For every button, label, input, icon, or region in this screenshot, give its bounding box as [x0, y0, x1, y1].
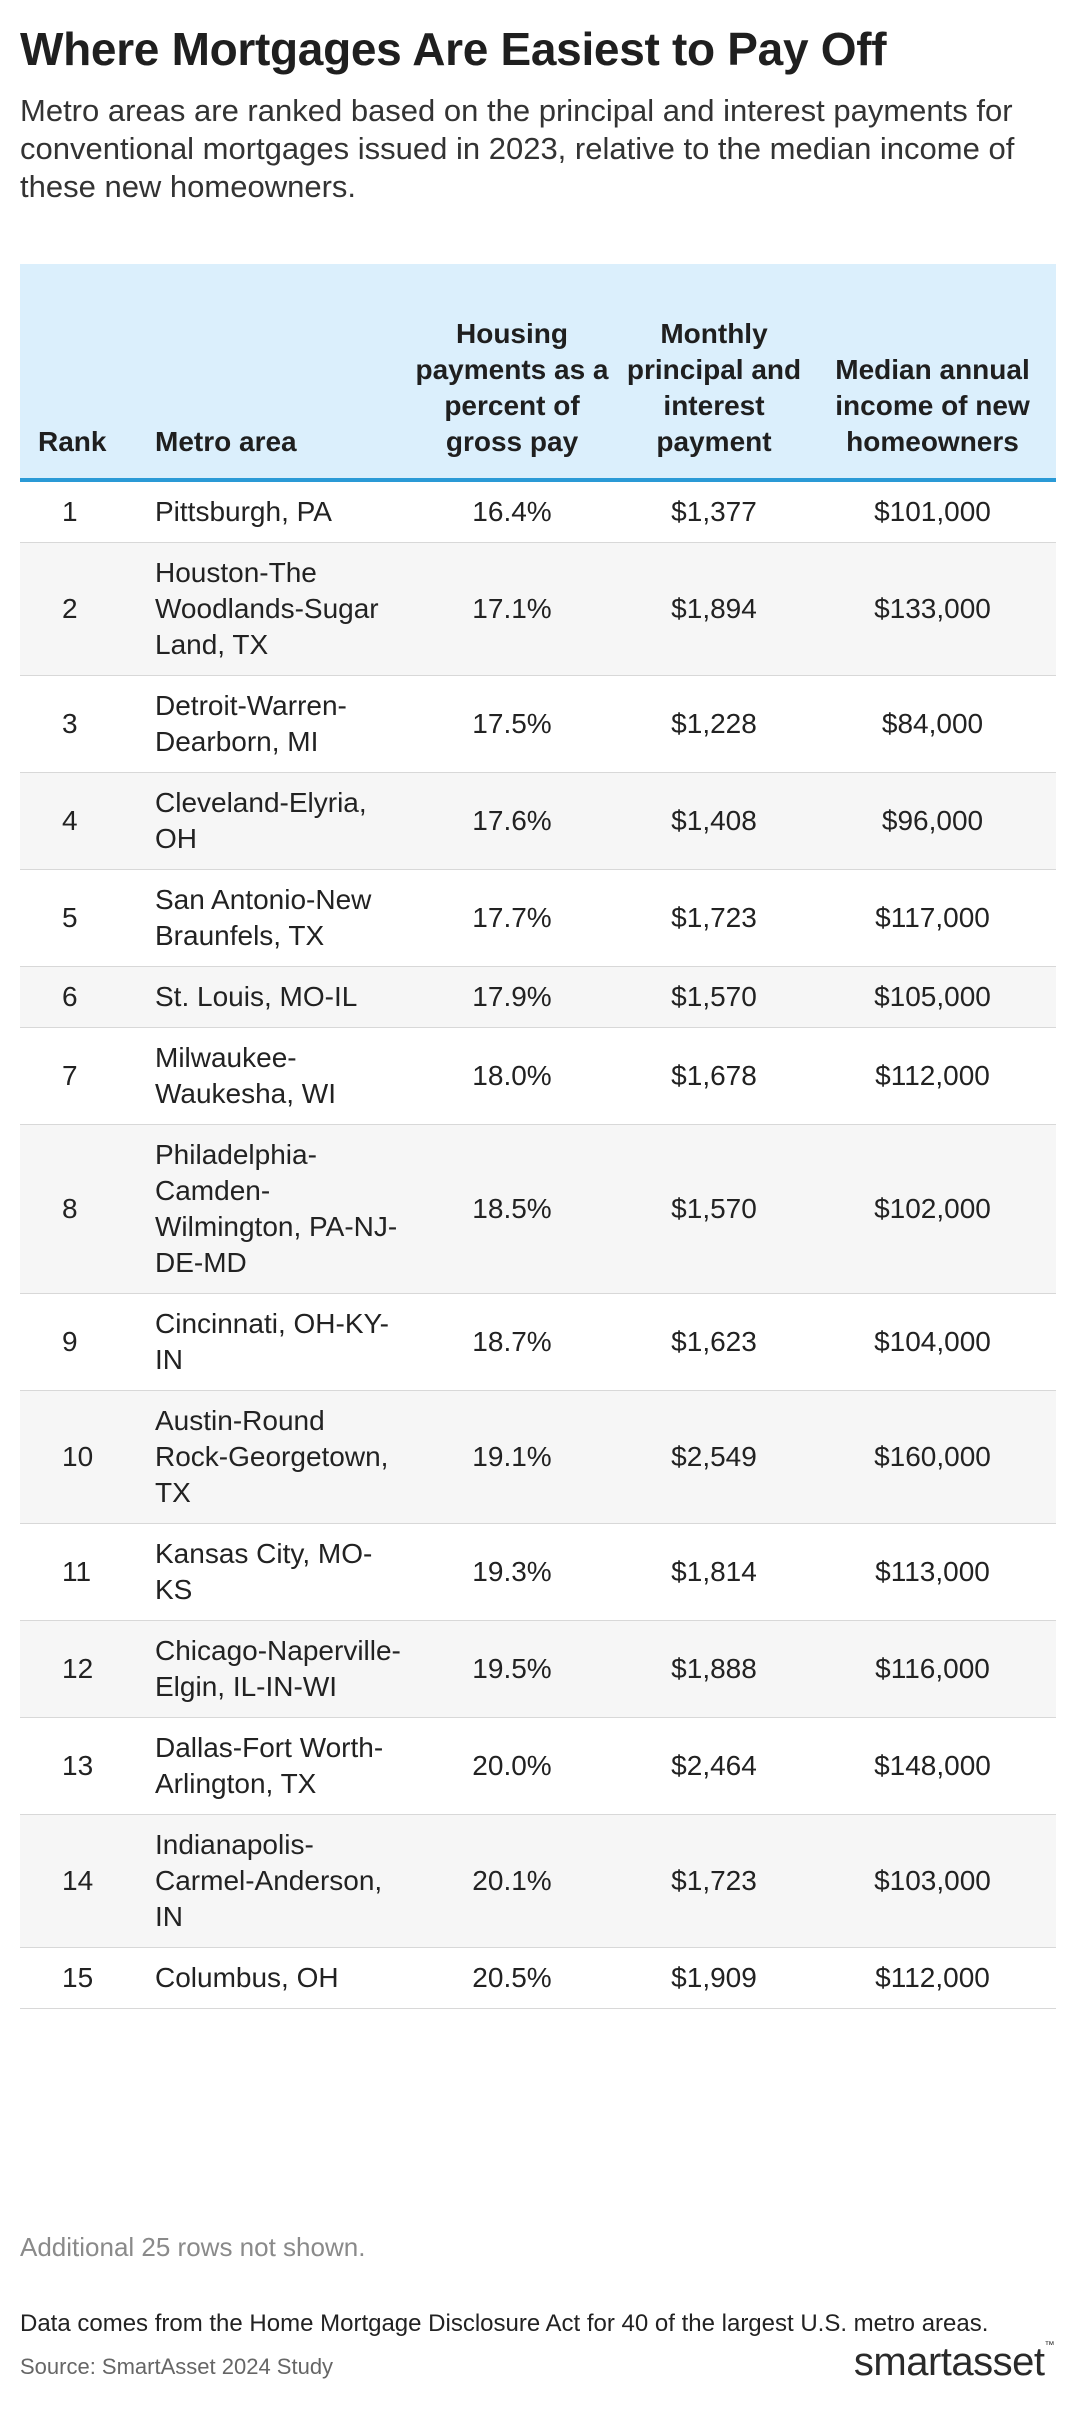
cell-percent-of-gross-pay: 17.9% — [405, 967, 619, 1028]
cell-metro-area: Houston-The Woodlands-Sugar Land, TX — [155, 543, 405, 676]
cell-median-income: $103,000 — [809, 1815, 1056, 1948]
table-row — [20, 1125, 1056, 1294]
table-row — [20, 1948, 1056, 2009]
cell-median-income: $112,000 — [809, 1028, 1056, 1125]
cell-rank: 4 — [20, 773, 155, 870]
rows-not-shown-note: Additional 25 rows not shown. — [20, 2232, 366, 2262]
cell-median-income: $84,000 — [809, 676, 1056, 773]
table-row — [20, 1815, 1056, 1948]
cell-median-income: $101,000 — [809, 480, 1056, 543]
cell-median-income: $104,000 — [809, 1294, 1056, 1391]
cell-percent-of-gross-pay: 19.3% — [405, 1524, 619, 1621]
cell-monthly-payment: $1,570 — [619, 1125, 809, 1294]
cell-rank: 6 — [20, 967, 155, 1028]
cell-rank: 13 — [20, 1718, 155, 1815]
cell-metro-area: Indianapolis-Carmel-Anderson, IN — [155, 1815, 405, 1948]
cell-percent-of-gross-pay: 17.1% — [405, 543, 619, 676]
cell-metro-area: Chicago-Naperville-Elgin, IL-IN-WI — [155, 1621, 405, 1718]
cell-monthly-payment: $1,570 — [619, 967, 809, 1028]
cell-monthly-payment: $1,408 — [619, 773, 809, 870]
cell-percent-of-gross-pay: 20.0% — [405, 1718, 619, 1815]
cell-monthly-payment: $1,888 — [619, 1621, 809, 1718]
cell-rank: 14 — [20, 1815, 155, 1948]
cell-percent-of-gross-pay: 20.5% — [405, 1948, 619, 2009]
cell-percent-of-gross-pay: 16.4% — [405, 480, 619, 543]
table-row — [20, 676, 1056, 773]
cell-percent-of-gross-pay: 18.5% — [405, 1125, 619, 1294]
cell-rank: 10 — [20, 1391, 155, 1524]
cell-monthly-payment: $1,909 — [619, 1948, 809, 2009]
table-row — [20, 543, 1056, 676]
brand-logo-text: smartasset — [853, 2340, 1045, 2384]
cell-rank: 7 — [20, 1028, 155, 1125]
cell-median-income: $113,000 — [809, 1524, 1056, 1621]
cell-median-income: $112,000 — [809, 1948, 1056, 2009]
cell-rank: 15 — [20, 1948, 155, 2009]
table-header-row — [20, 264, 1056, 480]
cell-percent-of-gross-pay: 19.5% — [405, 1621, 619, 1718]
cell-monthly-payment: $1,377 — [619, 480, 809, 543]
cell-median-income: $148,000 — [809, 1718, 1056, 1815]
column-header-percent-of-gross-pay: Housing payments as a percent of gross pay — [405, 264, 619, 480]
cell-percent-of-gross-pay: 18.7% — [405, 1294, 619, 1391]
cell-rank: 1 — [20, 480, 155, 543]
brand-logo: smartasset™ — [853, 2340, 1054, 2384]
cell-monthly-payment: $1,723 — [619, 870, 809, 967]
cell-rank: 2 — [20, 543, 155, 676]
cell-metro-area: Cleveland-Elyria, OH — [155, 773, 405, 870]
cell-monthly-payment: $2,464 — [619, 1718, 809, 1815]
cell-metro-area: Detroit-Warren-Dearborn, MI — [155, 676, 405, 773]
cell-monthly-payment: $1,678 — [619, 1028, 809, 1125]
cell-median-income: $116,000 — [809, 1621, 1056, 1718]
cell-percent-of-gross-pay: 17.5% — [405, 676, 619, 773]
cell-percent-of-gross-pay: 17.6% — [405, 773, 619, 870]
cell-monthly-payment: $1,894 — [619, 543, 809, 676]
table-row — [20, 1718, 1056, 1815]
cell-percent-of-gross-pay: 18.0% — [405, 1028, 619, 1125]
cell-metro-area: Austin-Round Rock-Georgetown, TX — [155, 1391, 405, 1524]
cell-median-income: $96,000 — [809, 773, 1056, 870]
cell-metro-area: Kansas City, MO-KS — [155, 1524, 405, 1621]
cell-monthly-payment: $1,623 — [619, 1294, 809, 1391]
table-row — [20, 1524, 1056, 1621]
cell-rank: 3 — [20, 676, 155, 773]
data-footnote: Data comes from the Home Mortgage Disclosure Act for 40 of the largest U.S. metro areas. — [20, 2310, 989, 2337]
cell-monthly-payment: $1,228 — [619, 676, 809, 773]
cell-rank: 5 — [20, 870, 155, 967]
table-row — [20, 1391, 1056, 1524]
cell-metro-area: Pittsburgh, PA — [155, 480, 405, 543]
cell-metro-area: Cincinnati, OH-KY-IN — [155, 1294, 405, 1391]
table-row — [20, 967, 1056, 1028]
cell-median-income: $105,000 — [809, 967, 1056, 1028]
cell-median-income: $133,000 — [809, 543, 1056, 676]
cell-metro-area: Philadelphia-Camden-Wilmington, PA-NJ-DE-MD — [155, 1125, 405, 1294]
cell-median-income: $117,000 — [809, 870, 1056, 967]
cell-median-income: $102,000 — [809, 1125, 1056, 1294]
table-row — [20, 1621, 1056, 1718]
cell-monthly-payment: $1,723 — [619, 1815, 809, 1948]
cell-median-income: $160,000 — [809, 1391, 1056, 1524]
cell-rank: 8 — [20, 1125, 155, 1294]
cell-percent-of-gross-pay: 20.1% — [405, 1815, 619, 1948]
chart-title: Where Mortgages Are Easiest to Pay Off — [20, 23, 887, 75]
source-credit: Source: SmartAsset 2024 Study — [20, 2354, 334, 2379]
cell-metro-area: Columbus, OH — [155, 1948, 405, 2009]
column-header-median-income: Median annual income of new homeowners — [809, 264, 1056, 480]
column-header-metro-area: Metro area — [155, 264, 405, 480]
cell-monthly-payment: $1,814 — [619, 1524, 809, 1621]
cell-metro-area: Dallas-Fort Worth-Arlington, TX — [155, 1718, 405, 1815]
table-row — [20, 1294, 1056, 1391]
column-header-rank: Rank — [20, 264, 155, 480]
column-header-monthly-payment: Monthly principal and interest payment — [619, 264, 809, 480]
cell-rank: 9 — [20, 1294, 155, 1391]
cell-rank: 12 — [20, 1621, 155, 1718]
table-row — [20, 1028, 1056, 1125]
table-row — [20, 870, 1056, 967]
data-table — [20, 264, 1056, 2009]
cell-rank: 11 — [20, 1524, 155, 1621]
table-row — [20, 773, 1056, 870]
table-row — [20, 480, 1056, 543]
cell-metro-area: St. Louis, MO-IL — [155, 967, 405, 1028]
cell-percent-of-gross-pay: 19.1% — [405, 1391, 619, 1524]
cell-percent-of-gross-pay: 17.7% — [405, 870, 619, 967]
chart-subtitle: Metro areas are ranked based on the principal and interest payments for conventional mortgages issued in 2023, relative to the median income of these new homeowners. — [20, 93, 1015, 204]
table-body — [20, 480, 1056, 2009]
cell-metro-area: San Antonio-New Braunfels, TX — [155, 870, 405, 967]
cell-metro-area: Milwaukee-Waukesha, WI — [155, 1028, 405, 1125]
cell-monthly-payment: $2,549 — [619, 1391, 809, 1524]
